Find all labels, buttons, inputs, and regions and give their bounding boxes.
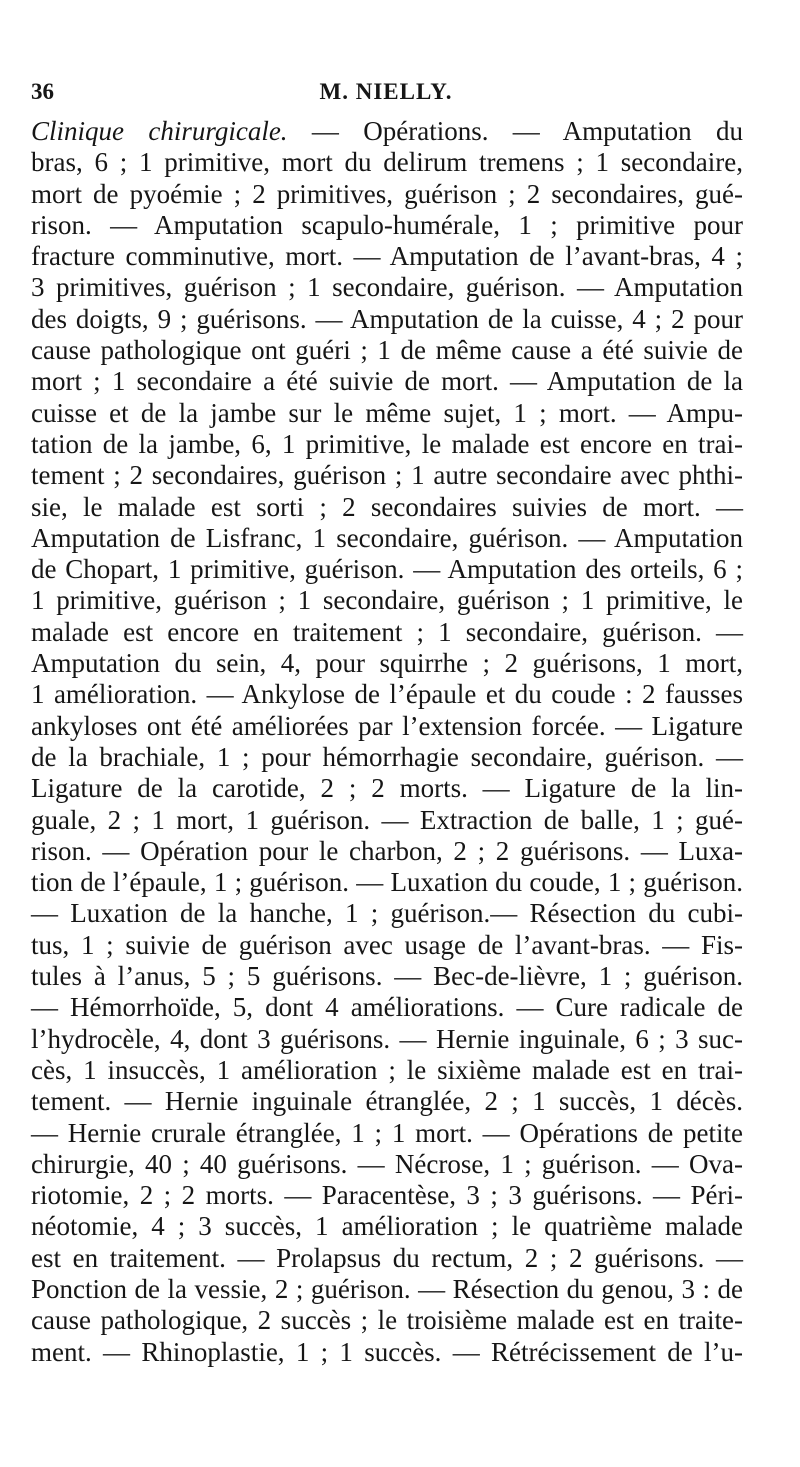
section-heading: Clinique chirurgicale. bbox=[31, 116, 288, 146]
text-line: sie, le malade est sorti ; 2 secondaires suivies de mort. — bbox=[31, 491, 743, 522]
text-line: néotomie, 4 ; 3 succès, 1 amélioration ; le quatrième malade bbox=[31, 1211, 743, 1242]
text-line: malade est encore en traitement ; 1 secondaire, guérison. — bbox=[31, 616, 743, 647]
text-line-rest: — Opérations. — Amputation du bbox=[287, 116, 743, 146]
text-line: rison. — Opération pour le charbon, 2 ; 2 guérisons. — Luxa- bbox=[31, 835, 743, 866]
text-line: cause pathologique, 2 succès ; le troisième malade est en traite- bbox=[31, 1305, 743, 1336]
text-line: tation de la jambe, 6, 1 primitive, le malade est encore en trai- bbox=[31, 428, 743, 459]
text-line: mort ; 1 secondaire a été suivie de mort. — Amputation de la bbox=[31, 366, 743, 397]
text-line: tules à l’anus, 5 ; 5 guérisons. — Bec-de-lièvre, 1 ; guérison. bbox=[31, 961, 743, 992]
body-text bbox=[31, 116, 743, 1368]
text-line: Ponction de la vessie, 2 ; guérison. — Résection du genou, 3 : de bbox=[31, 1273, 743, 1304]
text-line: 3 primitives, guérison ; 1 secondaire, guérison. — Amputation bbox=[31, 272, 743, 303]
text-line: cause pathologique ont guéri ; 1 de même cause a été suivie de bbox=[31, 335, 743, 366]
text-line: de la brachiale, 1 ; pour hémorrhagie secondaire, guérison. — bbox=[31, 741, 743, 772]
running-head: M. NIELLY. bbox=[319, 79, 453, 104]
text-line: — Hernie crurale étranglée, 1 ; 1 mort. — Opérations de petite bbox=[31, 1117, 743, 1148]
text-line: mort de pyoémie ; 2 primitives, guérison ; 2 secondaires, gué- bbox=[31, 178, 743, 209]
page-number: 36 bbox=[31, 79, 54, 104]
text-line: — Luxation de la hanche, 1 ; guérison.— Résection du cubi- bbox=[31, 898, 743, 929]
text-line: des doigts, 9 ; guérisons. — Amputation de la cuisse, 4 ; 2 pour bbox=[31, 303, 743, 334]
text-line: tement. — Hernie inguinale étranglée, 2 ; 1 succès, 1 décès. bbox=[31, 1086, 743, 1117]
text-line: l’hydrocèle, 4, dont 3 guérisons. — Hernie inguinale, 6 ; 3 suc- bbox=[31, 1023, 743, 1054]
text-line: tion de l’épaule, 1 ; guérison. — Luxation du coude, 1 ; guérison. bbox=[31, 867, 743, 898]
text-line: riotomie, 2 ; 2 morts. — Paracentèse, 3 ; 3 guérisons. — Péri- bbox=[31, 1180, 743, 1211]
text-line bbox=[31, 116, 743, 147]
text-line: cès, 1 insuccès, 1 amélioration ; le sixième malade est en trai- bbox=[31, 1054, 743, 1085]
text-line: tement ; 2 secondaires, guérison ; 1 autre secondaire avec phthi- bbox=[31, 460, 743, 491]
text-line: Amputation de Lisfranc, 1 secondaire, guérison. — Amputation bbox=[31, 522, 743, 553]
text-line: — Hémorrhoïde, 5, dont 4 améliorations. — Cure radicale de bbox=[31, 992, 743, 1023]
page-header bbox=[31, 77, 741, 113]
text-line: tus, 1 ; suivie de guérison avec usage de l’avant-bras. — Fis- bbox=[31, 929, 743, 960]
text-line: guale, 2 ; 1 mort, 1 guérison. — Extraction de balle, 1 ; gué- bbox=[31, 804, 743, 835]
text-line: cuisse et de la jambe sur le même sujet, 1 ; mort. — Ampu- bbox=[31, 397, 743, 428]
text-line: 1 primitive, guérison ; 1 secondaire, guérison ; 1 primitive, le bbox=[31, 585, 743, 616]
text-line: 1 amélioration. — Ankylose de l’épaule et du coude : 2 fausses bbox=[31, 679, 743, 710]
text-line: de Chopart, 1 primitive, guérison. — Amputation des orteils, 6 ; bbox=[31, 554, 743, 585]
text-line: chirurgie, 40 ; 40 guérisons. — Nécrose, 1 ; guérison. — Ova- bbox=[31, 1148, 743, 1179]
text-line: bras, 6 ; 1 primitive, mort du delirum tremens ; 1 secondaire, bbox=[31, 147, 743, 178]
text-line: Ligature de la carotide, 2 ; 2 morts. — Ligature de la lin- bbox=[31, 773, 743, 804]
text-line: est en traitement. — Prolapsus du rectum, 2 ; 2 guérisons. — bbox=[31, 1242, 743, 1273]
text-line: ment. — Rhinoplastie, 1 ; 1 succès. — Rétrécissement de l’u- bbox=[31, 1336, 743, 1367]
text-line: rison. — Amputation scapulo-humérale, 1 ; primitive pour bbox=[31, 209, 743, 240]
text-line: fracture comminutive, mort. — Amputation de l’avant-bras, 4 ; bbox=[31, 241, 743, 272]
text-line: ankyloses ont été améliorées par l’extension forcée. — Ligature bbox=[31, 710, 743, 741]
text-line: Amputation du sein, 4, pour squirrhe ; 2 guérisons, 1 mort, bbox=[31, 648, 743, 679]
